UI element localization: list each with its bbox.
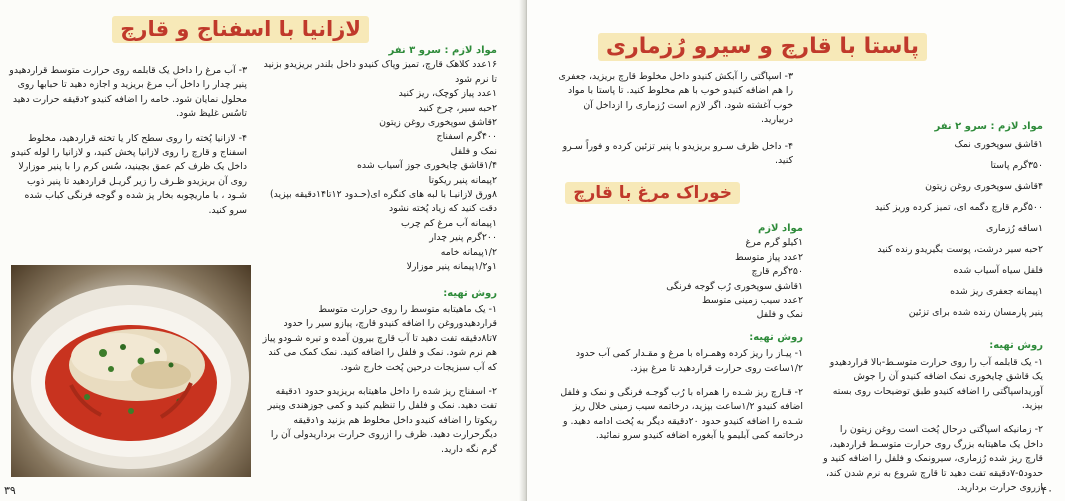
right-page-number: ۴۰ bbox=[1041, 484, 1053, 497]
ingredient-item: ۸ورق لازانیـا با لبه های کنگره ای(حـدود ۱۲تا۱۴دقیقه بپزید) دقت کنید که زیاد پُخته نشود bbox=[269, 189, 497, 215]
ingredient-item: ۲قاشق سوپخوری روغن زیتون bbox=[379, 117, 497, 129]
ingredient-item: ۲۰۰گرم پنیر چدار bbox=[429, 232, 497, 244]
ingredient-item: ۱/۲پیمانه خامه bbox=[440, 246, 497, 258]
ingredient-item: ۱قاشق سوپخوری رُب گوجه فرنگی bbox=[666, 280, 803, 292]
lasagna-photo bbox=[11, 265, 251, 477]
ingredient-item: ۲۵۰گرم قارچ bbox=[751, 266, 803, 278]
ingredient-item: ۱ساقه رُزماری bbox=[985, 223, 1043, 235]
left-ingredients bbox=[262, 44, 497, 457]
right-step-4: ۴- داخل ظرف سـرو بریزیدو با پنیر تزئین کرده و فوراً سـرو کنید. bbox=[562, 140, 793, 167]
left-steps-heading: روش تهیه: bbox=[443, 287, 497, 299]
left-ingredient-list bbox=[262, 58, 497, 274]
ingredient-item: ۱قاشق سوپخوری نمک bbox=[954, 139, 1043, 151]
right-ingredient-list bbox=[818, 134, 1043, 323]
left-page-title: لازانیا با اسفناج و قارچ bbox=[112, 16, 369, 43]
left-ingredients-heading: مواد لازم : سرو ۳ نفر bbox=[388, 45, 497, 56]
chicken-recipe-title: خوراک مرغ با قارچ bbox=[565, 182, 740, 204]
chicken-steps-heading: روش تهیه: bbox=[749, 331, 803, 343]
chicken-recipe bbox=[551, 222, 803, 444]
ingredient-item: ۵۰۰گرم قارچ دگمه ای، تمیز کرده وریز کنید bbox=[874, 202, 1043, 214]
right-steps-heading: روش تهیه: bbox=[989, 340, 1043, 352]
ingredient-item: پنیر پارمسان رنده شده برای تزئین bbox=[908, 307, 1043, 319]
left-page bbox=[0, 0, 527, 501]
left-step-2: ۲- اسفناج ریز شده را داخل ماهیتابه بریزیدو حدود ۱دقیقه تفت دهید. نمک و فلفل را تنظیم کنید و کمی جوزهندی وپنیر ریکوتا را اضافه کنیدو داخل مخلوط هم بزنید و۱دقیقه دیگرحرارت دهید. ظرف را ازروی حرارت برداریدولی آن را گرم نگه دارید. bbox=[267, 385, 497, 455]
ingredient-item: فلفل سیاه آسیاب شده bbox=[953, 265, 1043, 277]
ingredient-item: ۱پیمانه جعفری ریز شده bbox=[950, 286, 1043, 298]
ingredient-item: ۴۰۰گرم اسفناج bbox=[436, 131, 497, 143]
right-page bbox=[527, 0, 1065, 501]
right-step-3: ۳- اسپاگتی را آبکش کنیدو داخل مخلوط قارچ بریزید، جعفری را هم اضافه کنیدو خوب با هم مخلوط کنید. تا پاستا با مواد خوب آغشته شود. اگر لازم است رُزماری را ازداخل آن دربیارید. bbox=[558, 71, 793, 126]
right-ingredients bbox=[818, 120, 1043, 495]
right-ingredients-heading: مواد لازم : سرو ۲ نفر bbox=[934, 121, 1043, 132]
ingredient-item: ۳۵۰گرم پاستا bbox=[990, 160, 1043, 172]
ingredient-item: ۱پیمانه آب مرغ کم چرب bbox=[400, 217, 497, 229]
ingredient-item: نمک و فلفل bbox=[450, 145, 497, 157]
left-steps-col2 bbox=[9, 64, 247, 218]
ingredient-item: ۱۶عدد کلاهک قارچ، تمیز وپاک کنیدو داخل بلندر بریزیدو بزنید تا نرم شود bbox=[263, 59, 497, 85]
lasagna-illustration bbox=[11, 265, 251, 477]
ingredient-item: ۲حبه سیر، چرخ کنید bbox=[418, 102, 497, 114]
right-step-1: ۱- یک قابلمه آب را روی حرارت متوسـط-بالا قراردهیدو یک قاشق چایخوری نمک اضافه کنیدو آن را جوش آوریداسپاگتی را اضافه کنیدو طبق توضیحات روی بسته بپزید. bbox=[829, 356, 1043, 412]
ingredient-item: ۲عدد سیب زمینی متوسط bbox=[701, 295, 803, 307]
right-page-title: پاستا با قارچ و سیرو رُزماری bbox=[598, 33, 927, 61]
left-step-3: ۳- آب مرغ را داخل یک قابلمه روی حرارت متوسط قراردهیدو پنیر چدار را داخل آب مرغ بریزید و اجازه دهید تا حبابها روی محلول نمایان شود. خامه را اضافه کنیدو ۲دقیقه حرارت دهید تاسُس غلیظ شود. bbox=[9, 65, 247, 120]
ingredient-item: نمک و فلفل bbox=[756, 309, 803, 321]
ingredient-item: ۱عدد پیاز کوچک، ریز کنید bbox=[398, 88, 497, 100]
chicken-ingredient-list bbox=[551, 236, 803, 322]
left-page-number: ۳۹ bbox=[4, 484, 16, 497]
ingredient-item: ۱/۴قاشق چایخوری جوز آسیاب شده bbox=[356, 160, 497, 172]
ingredient-item: ۲پیمانه پنیر ریکوتا bbox=[428, 174, 497, 186]
chicken-ingredients-heading: مواد لازم bbox=[757, 223, 803, 234]
ingredient-item: ۲عدد پیاز متوسط bbox=[735, 251, 803, 263]
left-step-4: ۴- لازانیا پُخته را روی سطح کار یا تخته قراردهید، مخلوط اسفناج و قارچ را روی لازانیا پخش کنید، و لازانیا را لوله کنیدو داخل یک ظرف کم عمق بچینید، سُس کرم را با پنیر موزارلا روی آن بریزیدو ظـرف را زیر گریـل قراردهید تا پنیر ذوب شـود ، با ماریچوبه بخار پز شده و گوجه فرنگی کباب شده سرو کنید. bbox=[11, 132, 247, 216]
chicken-step-2: ۲- قـارچ ریز شـده را همراه با رُب گوجـه فرنگی و نمک و فلفل اضافه کنیدو ۱/۲ساعت بپزید، درخاتمه سیب زمینی خلال ریز شـده را اضافه کنیدو حدود ۲۰دقیقه دیگر به پُخت ادامه دهید. و درخاتمه کمی آبلیمو یا آبغوره اضافه کنیدو سرو نمائید. bbox=[560, 387, 803, 442]
ingredient-item: ۲حبه سیر درشت، پوست بگیریدو رنده کنید bbox=[877, 244, 1043, 256]
ingredient-item: ۴قاشق سوپخوری روغن زیتون bbox=[925, 181, 1043, 193]
chicken-step-1: ۱- پیـاز را ریز کرده وهمـراه با مرغ و مقـدار کمی آب حدود ۱/۲ساعت روی حرارت قراردهید تا مرغ بپزد. bbox=[575, 348, 803, 374]
ingredient-item: ۱و۱/۲پیمانه پنیر موزارلا bbox=[406, 261, 497, 273]
left-step-1: ۱- یک ماهیتابه متوسط را روی حرارت متوسط قراردهیدوروغن را اضافه کنیدو قارچ، پیازو سیر را حدود ۷تا۸دقیقه تفت دهید تا آب قارچ بیرون آمده و تیره شـودو پیاز هم نرم شود. نمک و فلفل را اضافه کنید. نمک کمک می کند که آب سبزیجات درحین پُخت خارج شود. bbox=[262, 303, 497, 373]
right-top-steps bbox=[551, 70, 793, 168]
ingredient-item: ۱کیلو گرم مرغ bbox=[745, 237, 803, 249]
right-step-2: ۲- زمانیکه اسپاگتی درحال پُخت است روغن زیتون را داخل یک ماهیتابه بزرگ روی حرارت متوسـط قراردهید، قارچ ریز شده رُزماری، سیرونمک و فلفل را اضافه کنید و حدود۵-۷دقیقه تفت دهید تا قارچ شروع به نرم شدن کند، ازروی حرارت بردارید. bbox=[823, 424, 1043, 494]
